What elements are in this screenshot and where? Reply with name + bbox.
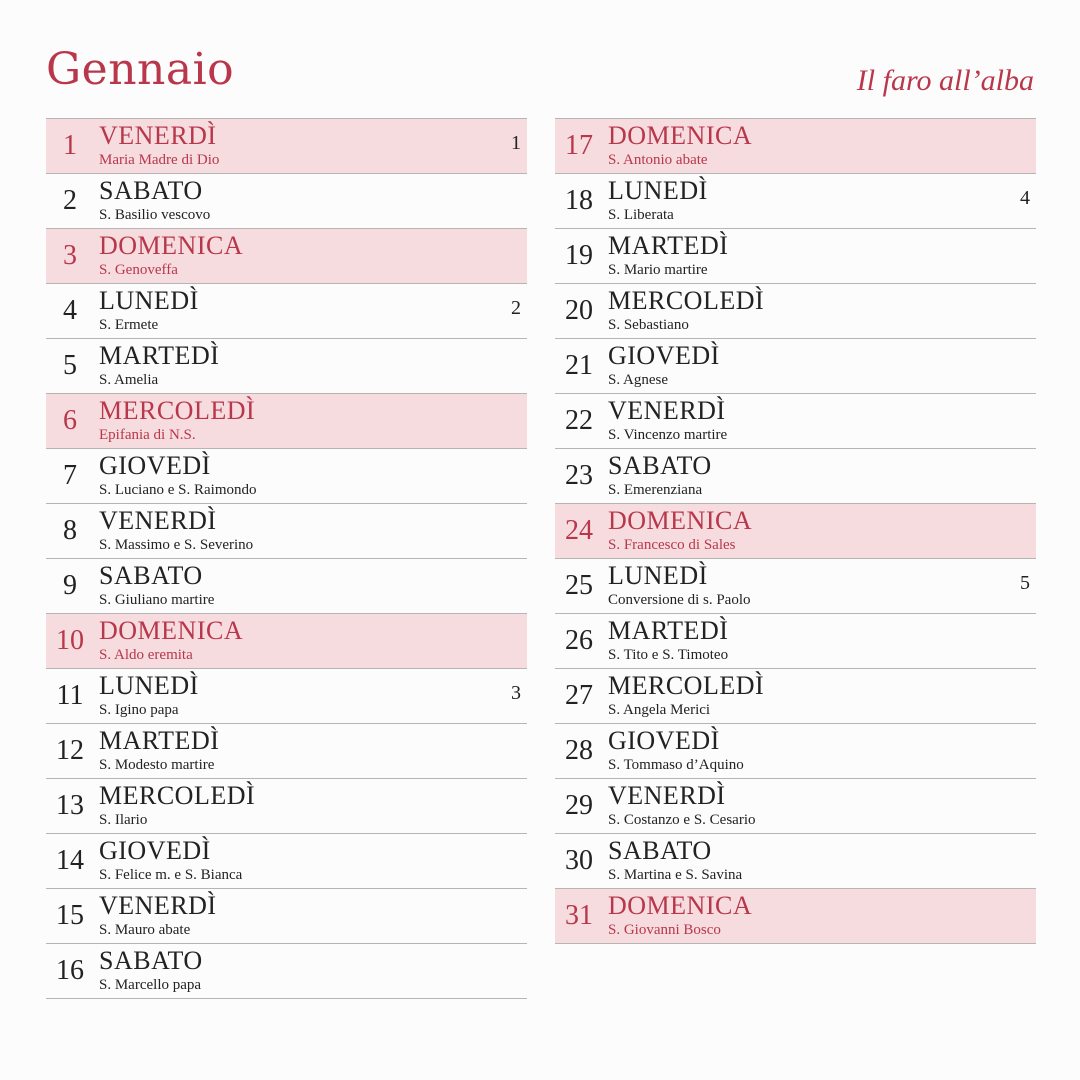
day-row [46,229,527,284]
saint-name: S. Costanzo e S. Cesario [608,812,756,828]
day-number: 25 [565,570,593,601]
day-number: 8 [63,515,77,546]
saint-name: S. Felice m. e S. Bianca [99,867,243,883]
weekday-name: GIOVEDÌ [608,341,720,370]
day-row [46,614,527,669]
week-number: 3 [511,682,521,704]
day-number: 2 [63,185,77,216]
weekday-name: DOMENICA [608,506,753,535]
weekday-name: SABATO [608,836,712,865]
weekday-name: MERCOLEDÌ [608,286,765,315]
day-number: 30 [565,845,593,876]
saint-name: S. Sebastiano [608,317,689,333]
weekday-name: DOMENICA [608,891,753,920]
day-number: 4 [63,295,77,326]
day-row [46,449,527,504]
day-number: 10 [56,625,84,656]
saint-name: S. Martina e S. Savina [608,867,743,883]
day-number: 29 [565,790,593,821]
day-row [555,229,1036,284]
day-number: 21 [565,350,593,381]
day-number: 27 [565,680,593,711]
day-column-right [555,118,1036,944]
day-number: 1 [63,130,77,161]
day-number: 19 [565,240,593,271]
day-row [555,669,1036,724]
weekday-name: DOMENICA [99,616,244,645]
day-number: 18 [565,185,593,216]
weekday-name: SABATO [99,946,203,975]
saint-name: S. Massimo e S. Severino [99,537,254,553]
week-number: 4 [1020,187,1030,209]
saint-name: S. Basilio vescovo [99,207,211,223]
day-row [555,449,1036,504]
day-row [46,119,527,174]
day-row [46,669,527,724]
saint-name: S. Modesto martire [99,757,215,773]
saint-name: S. Igino papa [99,702,179,718]
saint-name: S. Ermete [99,317,159,333]
weekday-name: MERCOLEDÌ [608,671,765,700]
day-row [46,339,527,394]
day-row [46,284,527,339]
day-number: 15 [56,900,84,931]
saint-name: S. Tito e S. Timoteo [608,647,729,663]
day-column-left [46,118,527,999]
weekday-name: MARTEDÌ [608,231,729,260]
day-number: 23 [565,460,593,491]
day-number: 24 [565,515,593,546]
saint-name: S. Amelia [99,372,159,388]
day-row [555,779,1036,834]
day-number: 20 [565,295,593,326]
weekday-name: LUNEDÌ [99,286,199,315]
weekday-name: MARTEDÌ [99,726,220,755]
weekday-name: VENERDÌ [608,781,726,810]
day-row [46,559,527,614]
day-row [555,339,1036,394]
weekday-name: MERCOLEDÌ [99,781,256,810]
day-number: 13 [56,790,84,821]
day-number: 28 [565,735,593,766]
day-number: 26 [565,625,593,656]
day-row [555,119,1036,174]
day-number: 17 [565,130,593,161]
day-number: 9 [63,570,77,601]
weekday-name: VENERDÌ [99,121,217,150]
weekday-name: LUNEDÌ [608,176,708,205]
day-number: 5 [63,350,77,381]
weekday-name: VENERDÌ [99,891,217,920]
day-row [46,889,527,944]
day-number: 6 [63,405,77,436]
day-number: 22 [565,405,593,436]
saint-name: S. Mauro abate [99,922,191,938]
saint-name: S. Mario martire [608,262,708,278]
weekday-name: SABATO [99,176,203,205]
day-row [555,284,1036,339]
saint-name: S. Francesco di Sales [608,537,736,553]
day-row [46,779,527,834]
saint-name: S. Antonio abate [608,152,708,168]
day-row [46,834,527,889]
day-row [555,559,1036,614]
saint-name: S. Liberata [608,207,674,223]
day-row [46,724,527,779]
weekday-name: MERCOLEDÌ [99,396,256,425]
weekday-name: GIOVEDÌ [99,451,211,480]
saint-name: S. Tommaso d’Aquino [608,757,744,773]
day-row [555,174,1036,229]
weekday-name: LUNEDÌ [608,561,708,590]
saint-name: S. Giovanni Bosco [608,922,721,938]
day-row [46,174,527,229]
day-number: 11 [56,680,84,711]
weekday-name: LUNEDÌ [99,671,199,700]
calendar-subtitle: Il faro all’alba [856,64,1034,97]
day-row [555,394,1036,449]
day-row [555,614,1036,669]
saint-name: S. Ilario [99,812,148,828]
weekday-name: GIOVEDÌ [99,836,211,865]
saint-name: S. Agnese [608,372,668,388]
day-row [46,504,527,559]
month-title: Gennaio [46,44,235,95]
week-number: 1 [511,132,521,154]
weekday-name: SABATO [608,451,712,480]
day-row [555,889,1036,944]
day-number: 7 [63,460,77,491]
saint-name: S. Vincenzo martire [608,427,728,443]
week-number: 5 [1020,572,1030,594]
day-row [46,944,527,999]
saint-name: S. Aldo eremita [99,647,193,663]
day-number: 16 [56,955,84,986]
saint-name: S. Giuliano martire [99,592,215,608]
day-number: 12 [56,735,84,766]
saint-name: S. Emerenziana [608,482,703,498]
day-row [555,834,1036,889]
day-number: 14 [56,845,84,876]
saint-name: Conversione di s. Paolo [608,592,751,608]
saint-name: S. Genoveffa [99,262,178,278]
day-row [46,394,527,449]
saint-name: S. Marcello papa [99,977,202,993]
weekday-name: VENERDÌ [99,506,217,535]
weekday-name: MARTEDÌ [608,616,729,645]
day-number: 31 [565,900,593,931]
day-row [555,724,1036,779]
weekday-name: VENERDÌ [608,396,726,425]
saint-name: S. Luciano e S. Raimondo [99,482,257,498]
weekday-name: DOMENICA [608,121,753,150]
weekday-name: DOMENICA [99,231,244,260]
week-number: 2 [511,297,521,319]
weekday-name: SABATO [99,561,203,590]
day-number: 3 [63,240,77,271]
day-row [555,504,1036,559]
saint-name: Maria Madre di Dio [99,152,220,168]
weekday-name: GIOVEDÌ [608,726,720,755]
saint-name: S. Angela Merici [608,702,711,718]
weekday-name: MARTEDÌ [99,341,220,370]
saint-name: Epifania di N.S. [99,427,196,443]
